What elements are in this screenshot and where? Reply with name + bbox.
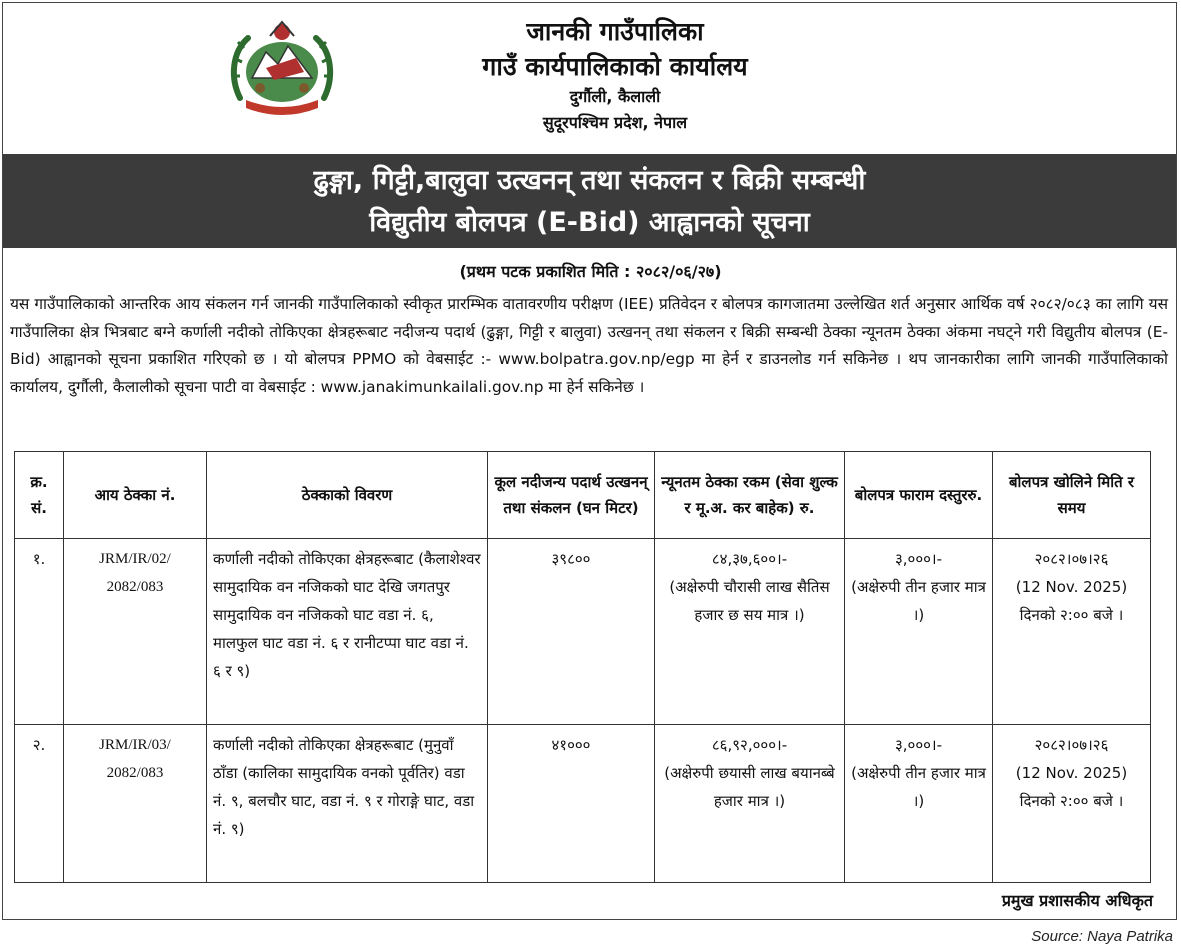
row-amount-cell [655, 539, 845, 725]
table-row [15, 539, 1151, 725]
row-opening-cell [993, 725, 1151, 883]
publication-date: (प्रथम पटक प्रकाशित मिति : २०८२/०६/२७) [459, 262, 722, 281]
row-fee: ३,०००।- [894, 550, 943, 568]
header-volume: कूल नदीजन्य पदार्थ उत्खनन् तथा संकलन (घन मिटर) [488, 452, 655, 539]
row-fee-words: (अक्षेरुपी तीन हजार मात्र ।) [851, 578, 986, 624]
header-description: ठेक्काको विवरण [207, 452, 488, 539]
org-name: जानकी गाउँपालिका [526, 17, 704, 46]
notice-title-line-2: विद्युतीय बोलपत्र (E-Bid) आह्वानको सूचना [369, 207, 810, 238]
office-name: गाउँ कार्यपालिकाको कार्यालय [482, 52, 748, 81]
row-contract-no: JRM/IR/02/ 2082/083 [64, 539, 207, 725]
office-address: दुर्गौली, कैलाली [569, 87, 661, 106]
org-header [400, 14, 830, 136]
row-amount-words: (अक्षेरुपी छयासी लाख बयानब्बे हजार मात्र ।) [664, 764, 835, 811]
row-amount-words: (अक्षेरुपी चौरासी लाख सैतिस हजार छ सय मात्र ।) [669, 578, 830, 624]
row-contract-no: JRM/IR/03/ 2082/083 [64, 725, 207, 883]
row-open-date-en: (12 Nov. 2025) [1015, 764, 1128, 783]
row-sn: २. [15, 725, 64, 883]
row-volume: ४१००० [488, 725, 655, 883]
header-min-amount: न्यूनतम ठेक्का रकम (सेवा शुल्क र मू.अ. कर बाहेक) रु. [655, 452, 845, 539]
row-open-time: दिनको २:०० बजे । [1019, 606, 1124, 624]
table-header-row [15, 452, 1151, 539]
notice-title-line-1: ढुङ्गा, गिट्टी,बालुवा उत्खनन् तथा संकलन र बिक्री सम्बन्धी [313, 165, 866, 196]
row-amount: ८४,३७,६००।- [711, 550, 788, 568]
source-credit: Source: Naya Patrika [1031, 928, 1173, 945]
nepal-emblem-icon [226, 18, 338, 120]
header-contract-no: आय ठेक्का नं. [64, 452, 207, 539]
row-opening-cell [993, 539, 1151, 725]
row-description: कर्णाली नदीको तोकिएका क्षेत्रहरूबाट (कैलाशेश्वर सामुदायिक वन नजिकको घाट देखि जगतपुर सामुदायिक वन नजिकको घाट वडा नं. ६, मालफुल घाट वडा नं. ६ र रानीटप्पा घाट वडा नं. ६ र ९) [207, 539, 488, 725]
notice-title-bar [3, 154, 1176, 248]
row-fee-cell [845, 539, 993, 725]
row-fee-cell [845, 725, 993, 883]
row-open-date: २०८२।०७।२६ [1034, 550, 1109, 568]
signatory-title: प्रमुख प्रशासकीय अधिकृत [1001, 891, 1153, 910]
header-sn: क्र. सं. [15, 452, 64, 539]
row-open-time: दिनको २:०० बजे । [1019, 792, 1124, 811]
header-form-fee: बोलपत्र फाराम दस्तुररु. [845, 452, 993, 539]
table-row [15, 725, 1151, 883]
tender-table [14, 451, 1151, 883]
row-amount-cell [655, 725, 845, 883]
row-amount: ८६,९२,०००।- [711, 736, 788, 755]
row-open-date: २०८२।०७।२६ [1034, 736, 1109, 755]
office-province: सुदूरपश्चिम प्रदेश, नेपाल [542, 113, 688, 132]
row-fee: ३,०००।- [894, 736, 943, 755]
notice-body: यस गाउँपालिकाको आन्तरिक आय संकलन गर्न जानकी गाउँपालिकाको स्वीकृत प्रारम्भिक वातावरणीय परीक्षण (IEE) प्रतिवेदन र बोलपत्र कागजातमा उल्लेखित शर्त अनुसार आर्थिक वर्ष २०८२/०८३ का लागि यस गाउँपालिका क्षेत्र भित्रबाट बग्ने कर्णाली नदीको तोकिएका क्षेत्रहरूबाट नदीजन्य पदार्थ (ढुङ्गा, गिट्टी र बालुवा) उत्खनन् तथा संकलन र बिक्री सम्बन्धी ठेक्का न्यूनतम ठेक्का अंकमा नघट्ने गरी विद्युतीय बोलपत्र (E-Bid) आह्वानको सूचना प्रकाशित गरिएको छ । यो बोलपत्र PPMO को वेबसाईट :- www.bolpatra.gov.np/egp मा हेर्न र डाउनलोड गर्न सकिनेछ । थप जानकारीका लागि जानकी गाउँपालिकाको कार्यालय, दुर्गौली, कैलालीको सूचना पाटी वा वेबसाईट : www.janakimunkailali.gov.np मा हेर्न सकिनेछ । [10, 295, 1168, 396]
row-open-date-en: (12 Nov. 2025) [1015, 578, 1128, 596]
row-volume: ३९८०० [488, 539, 655, 725]
header-opening: बोलपत्र खोलिने मिति र समय [993, 452, 1151, 539]
row-description: कर्णाली नदीको तोकिएका क्षेत्रहरूबाट (मुनुवाँ ठाँडा (कालिका सामुदायिक वनको पूर्वतिर) वडा नं. ९, बलचौर घाट, वडा नं. ९ र गोराङ्गे घाट, वडा नं. ९) [207, 725, 488, 883]
row-sn: १. [15, 539, 64, 725]
row-fee-words: (अक्षेरुपी तीन हजार मात्र ।) [851, 764, 986, 811]
